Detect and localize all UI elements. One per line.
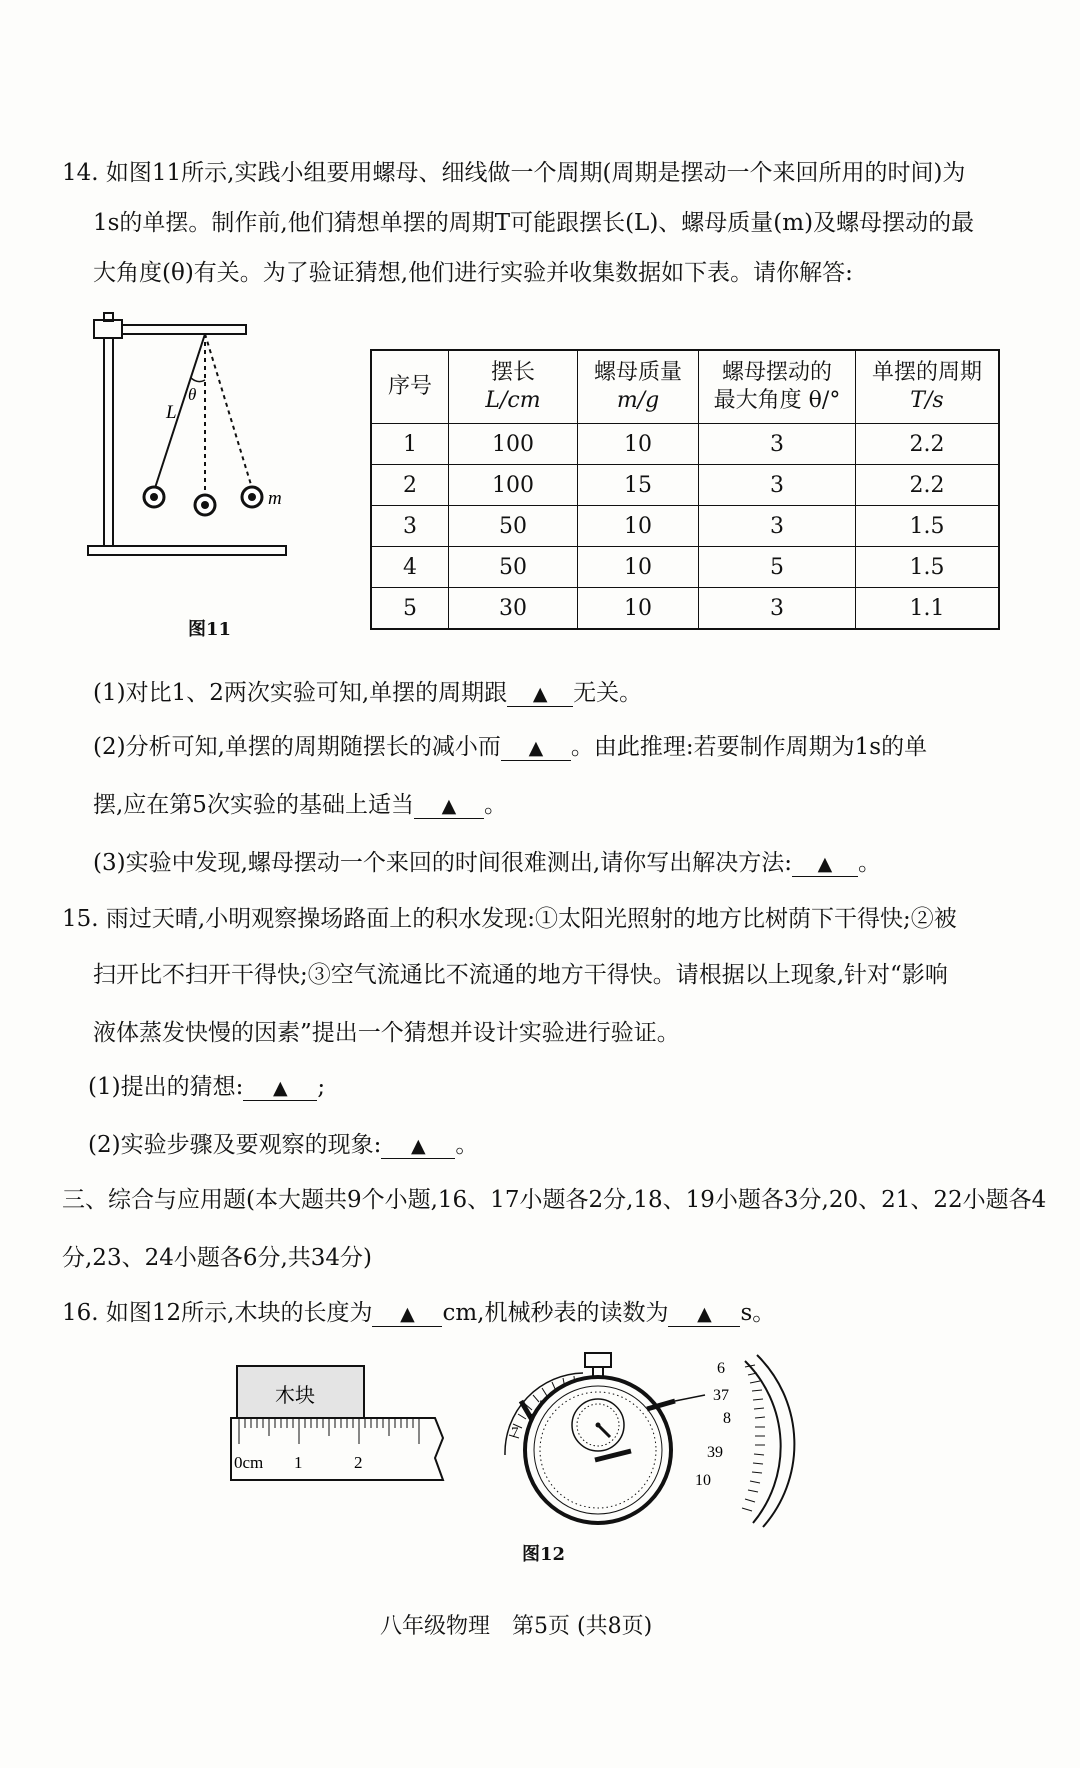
outer-dial-10: 10 <box>695 1472 711 1489</box>
pendulum-figure <box>80 308 340 568</box>
answer-blank[interactable]: ▲ <box>414 794 484 819</box>
experiment-table <box>370 349 1000 630</box>
table-header-row <box>371 350 999 424</box>
q15-line-2: 扫开比不扫开干得快;③空气流通比不流通的地方干得快。请根据以上现象,针对“影响 <box>93 962 948 988</box>
header-mass: 螺母质量 m/g <box>578 350 699 424</box>
ruler-label-1: 1 <box>294 1453 303 1472</box>
answer-blank[interactable]: ▲ <box>372 1302 442 1327</box>
answer-blank[interactable]: ▲ <box>243 1076 317 1101</box>
answer-blank[interactable]: ▲ <box>792 852 858 877</box>
section-3-line-1: 三、综合与应用题(本大题共9个小题,16、17小题各2分,18、19小题各3分,20、21、22小题各4 <box>62 1187 1047 1213</box>
outer-dial-8: 8 <box>723 1410 731 1427</box>
q14-line-1: 14. 如图11所示,实践小组要用螺母、细线做一个周期(周期是摆动一个来回所用的时间)为 <box>62 160 966 186</box>
table-row: 2 100 15 3 2.2 <box>371 465 999 506</box>
stopwatch-figure <box>495 1345 845 1535</box>
q15-line-1: 15. 雨过天晴,小明观察操场路面上的积水发现:①太阳光照射的地方比树荫下干得快;②被 <box>62 906 957 932</box>
answer-blank[interactable]: ▲ <box>501 736 571 761</box>
q16-line: 16. 如图12所示,木块的长度为 ▲ cm,机械秒表的读数为 ▲ s。 <box>62 1300 776 1326</box>
q14-sub2b: 摆,应在第5次实验的基础上适当 ▲ 。 <box>93 792 507 818</box>
header-angle: 螺母摆动的 最大角度 θ/° <box>699 350 856 424</box>
table-row: 1 100 10 3 2.2 <box>371 424 999 465</box>
answer-blank[interactable]: ▲ <box>507 682 573 707</box>
table-row: 5 30 10 3 1.1 <box>371 588 999 630</box>
table-row: 3 50 10 3 1.5 <box>371 506 999 547</box>
q14-line-3: 大角度(θ)有关。为了验证猜想,他们进行实验并收集数据如下表。请你解答: <box>93 260 853 286</box>
header-period: 单摆的周期 T/s <box>856 350 1000 424</box>
page-footer: 八年级物理 第5页 (共8页) <box>380 1614 653 1639</box>
q15-line-3: 液体蒸发快慢的因素”提出一个猜想并设计实验进行验证。 <box>93 1020 680 1046</box>
ruler-label-2: 2 <box>354 1453 363 1472</box>
figure-11-caption: 图11 <box>188 619 232 640</box>
q15-sub2: (2)实验步骤及要观察的现象: ▲ 。 <box>88 1132 479 1158</box>
outer-dial-39: 39 <box>707 1444 723 1461</box>
figure-12-caption: 图12 <box>522 1544 566 1565</box>
label-theta: θ <box>188 385 197 404</box>
ruler-label-0: 0cm <box>234 1453 264 1472</box>
label-m: m <box>268 488 282 509</box>
q14-sub2a: (2)分析可知,单摆的周期随摆长的减小而 ▲ 。由此推理:若要制作周期为1s的单 <box>93 734 928 760</box>
answer-blank[interactable]: ▲ <box>668 1302 740 1327</box>
ruler-figure <box>225 1360 465 1500</box>
inner-dial-7: 7 <box>511 1425 519 1441</box>
header-index: 序号 <box>371 350 449 424</box>
q15-sub1: (1)提出的猜想: ▲ ; <box>88 1074 326 1100</box>
answer-blank[interactable]: ▲ <box>381 1134 455 1159</box>
header-length: 摆长 L/cm <box>449 350 578 424</box>
q14-sub1: (1)对比1、2两次实验可知,单摆的周期跟 ▲ 无关。 <box>93 680 643 706</box>
table-row: 4 50 10 5 1.5 <box>371 547 999 588</box>
q14-line-2: 1s的单摆。制作前,他们猜想单摆的周期T可能跟摆长(L)、螺母质量(m)及螺母摆动的最 <box>93 210 975 236</box>
outer-dial-37: 37 <box>713 1387 729 1404</box>
outer-dial-6: 6 <box>717 1360 725 1377</box>
q14-sub3: (3)实验中发现,螺母摆动一个来回的时间很难测出,请你写出解决方法: ▲ 。 <box>93 850 881 876</box>
label-L: L <box>166 402 177 423</box>
wood-block-label: 木块 <box>275 1383 315 1407</box>
section-3-line-2: 分,23、24小题各6分,共34分) <box>62 1245 373 1271</box>
